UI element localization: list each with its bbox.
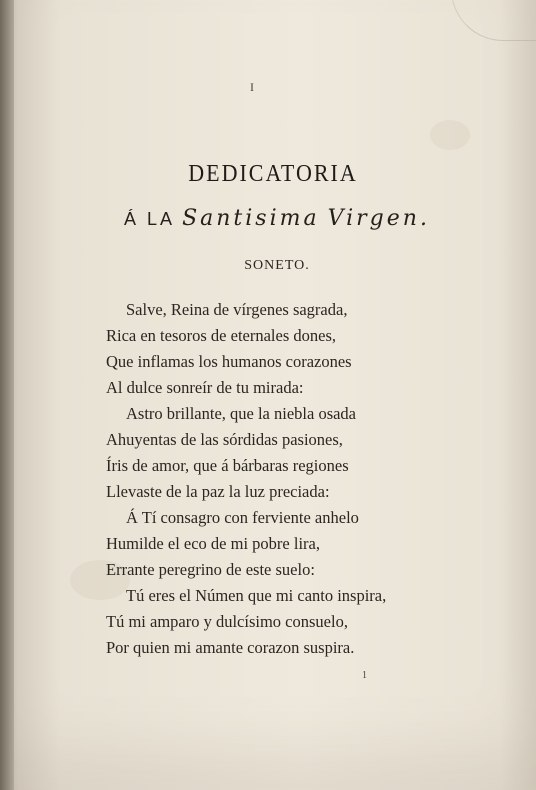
signature-mark: 1 (362, 670, 367, 681)
poem-line: Íris de amor, que á bárbaras regiones (106, 456, 349, 475)
poem-form-label: SONETO. (244, 258, 310, 273)
paper-stain (430, 120, 470, 150)
poem-line: Salve, Reina de vírgenes sagrada, (126, 300, 348, 319)
subtitle-word-virgen: Virgen. (327, 206, 430, 231)
poem-line: Llevaste de la paz la luz preciada: (106, 482, 330, 501)
poem-line: Astro brillante, que la niebla osada (126, 404, 357, 423)
poem-line: Errante peregrino de este suelo: (106, 560, 315, 579)
poem-line: Al dulce sonreír de tu mirada: (106, 378, 304, 397)
poem-line: Tú mi amparo y dulcísimo consuelo, (106, 612, 348, 631)
poem-line: Tú eres el Númen que mi canto inspira, (126, 586, 387, 605)
poem-line: Á Tí consagro con ferviente anhelo (126, 508, 359, 527)
poem-line: Que inflamas los humanos corazones (106, 352, 352, 371)
poem-line: Ahuyentas de las sórdidas pasiones, (106, 430, 343, 449)
poem-line: Rica en tesoros de eternales dones, (106, 326, 337, 345)
poem-line: Humilde el eco de mi pobre lira, (106, 534, 320, 553)
folio-number: I (250, 80, 254, 94)
dedication-title: DEDICATORIA (188, 158, 358, 187)
dedication-subtitle (0, 206, 536, 231)
binding-gutter (0, 0, 14, 790)
subtitle-prefix: Á LA (124, 209, 183, 229)
subtitle-word-santisima: Santisima (182, 206, 320, 231)
poem-line: Por quien mi amante corazon suspira. (106, 638, 355, 657)
page-corner-curl (451, 0, 536, 41)
